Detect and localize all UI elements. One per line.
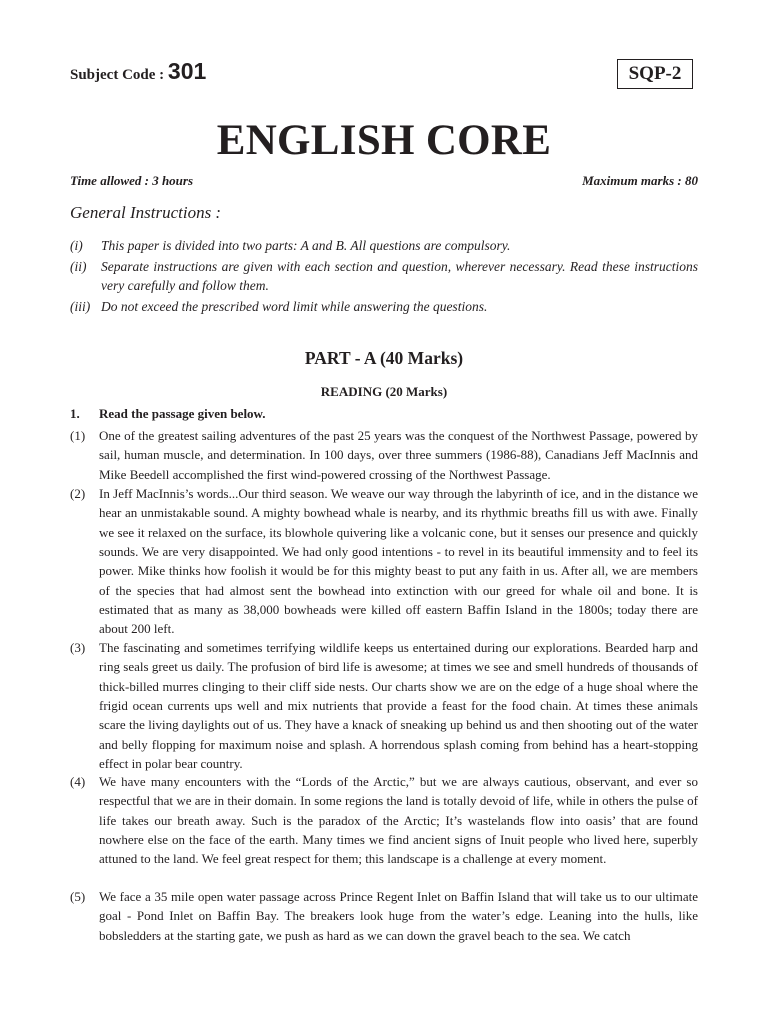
paragraph-number: (3) [70,640,86,655]
instruction-item [70,257,698,295]
subject-code-line [70,58,206,85]
paragraph-text: We face a 35 mile open water passage across Prince Regent Inlet on Baffin Island that will take us to our ultimate goal - Pond Inlet on Baffin Bay. The breakers look huge from the water’s edge. Leaning into the hulls, like bobsledders at the starting gate, we push as hard as we can down the gravel beach to the sea. We catch [99,889,698,943]
general-instructions-heading: General Instructions : [70,203,222,222]
paragraph-number: (5) [70,889,86,904]
instruction-item [70,236,698,255]
instruction-number: (i) [70,238,83,253]
paragraph-text: The fascinating and sometimes terrifying wildlife keeps us entertained during our explorations. Bearded harp and ring seals greet us daily. The profusion of bird life is awesome; at times we see and smell hundreds of thousands of thick-billed murres clinging to their cliff side nests. Our charts show we are on the edge of a huge shoal where the frigid ocean currents ups well and mix nutrients that provide a feast for the food chain. At times these animals scare the living daylights out of us. They have a knack of sneaking up behind us and then shooting out of the water and belly flopping for maximum noise and splash. A horrendous splash coming from behind has a heart-stopping effect in polar bear country. [99,640,698,772]
instruction-text: Separate instructions are given with each section and question, wherever necessary. Read these instructions very carefully and follow them. [101,259,698,293]
question-text: Read the passage given below. [99,406,266,421]
instruction-item [70,297,698,316]
reading-section-heading: READING (20 Marks) [320,384,448,399]
passage-paragraph [70,772,698,869]
maximum-marks: Maximum marks : 80 [582,173,698,188]
instruction-text: Do not exceed the prescribed word limit while answering the questions. [101,299,488,314]
instruction-number: (iii) [70,299,91,314]
passage-paragraph [70,887,698,945]
page-title: ENGLISH CORE [216,117,552,164]
subject-code-label: Subject Code : [70,67,168,83]
paragraph-number: (1) [70,428,86,443]
passage-paragraph [70,484,698,639]
paragraph-text: In Jeff MacInnis’s words...Our third season. We weave our way through the labyrinth of ice, and in the distance we hear an unmistakable sound. A mighty bowhead whale is nearby, and its rhythmic breaths fill us with awe. Finally we see it relaxed on the surface, its blowhole quivering like a volcanic cone, but it senses our presence and quickly sounds. We are very disappointed. We had only good intentions - to revel in its beautiful immensity and to feel its power. Mike thinks how foolish it would be for this mighty beast to put any faith in us. After all, we are members of the species that had almost sent the bowhead into extinction with our greed for whale oil and bone. It is estimated that as many as 38,000 bowheads were killed off eastern Baffin Island in the 1800s; today there are about 200 left. [99,486,698,637]
subject-code-value: 301 [167,58,207,84]
instruction-number: (ii) [70,259,87,274]
paragraph-number: (4) [70,774,86,789]
question-1-prompt [70,406,266,422]
time-allowed: Time allowed : 3 hours [70,173,194,188]
paragraph-text: One of the greatest sailing adventures of the past 25 years was the conquest of the Northwest Passage, powered by sail, human muscle, and determination. In 100 days, over three summers (1986-88), Canadians Jeff MacInnis and Mike Beedell accomplished the first wind-powered crossing of the Northwest Passage. [99,428,698,482]
part-a-heading: PART - A (40 Marks) [304,348,464,368]
paragraph-number: (2) [70,486,86,501]
question-number: 1. [70,406,80,421]
paper-id-box: SQP-2 [617,59,693,89]
paragraph-text: We have many encounters with the “Lords of the Arctic,” but we are always cautious, observant, and ever so respectful that we are in their domain. In some regions the land is totally devoid of life, while in others the pulse of life takes our breath away. Such is the paradox of the Arctic; It’s wastelands flow into oasis’ that are found nowhere else on the face of the earth. Many times we find ancient signs of Inuit people who lived here, superbly attuned to the land. We feel great respect for them; this landscape is a challenge at every moment. [99,774,698,867]
passage-paragraph [70,638,698,773]
passage-paragraph [70,426,698,484]
instruction-text: This paper is divided into two parts: A and B. All questions are compulsory. [101,238,511,253]
